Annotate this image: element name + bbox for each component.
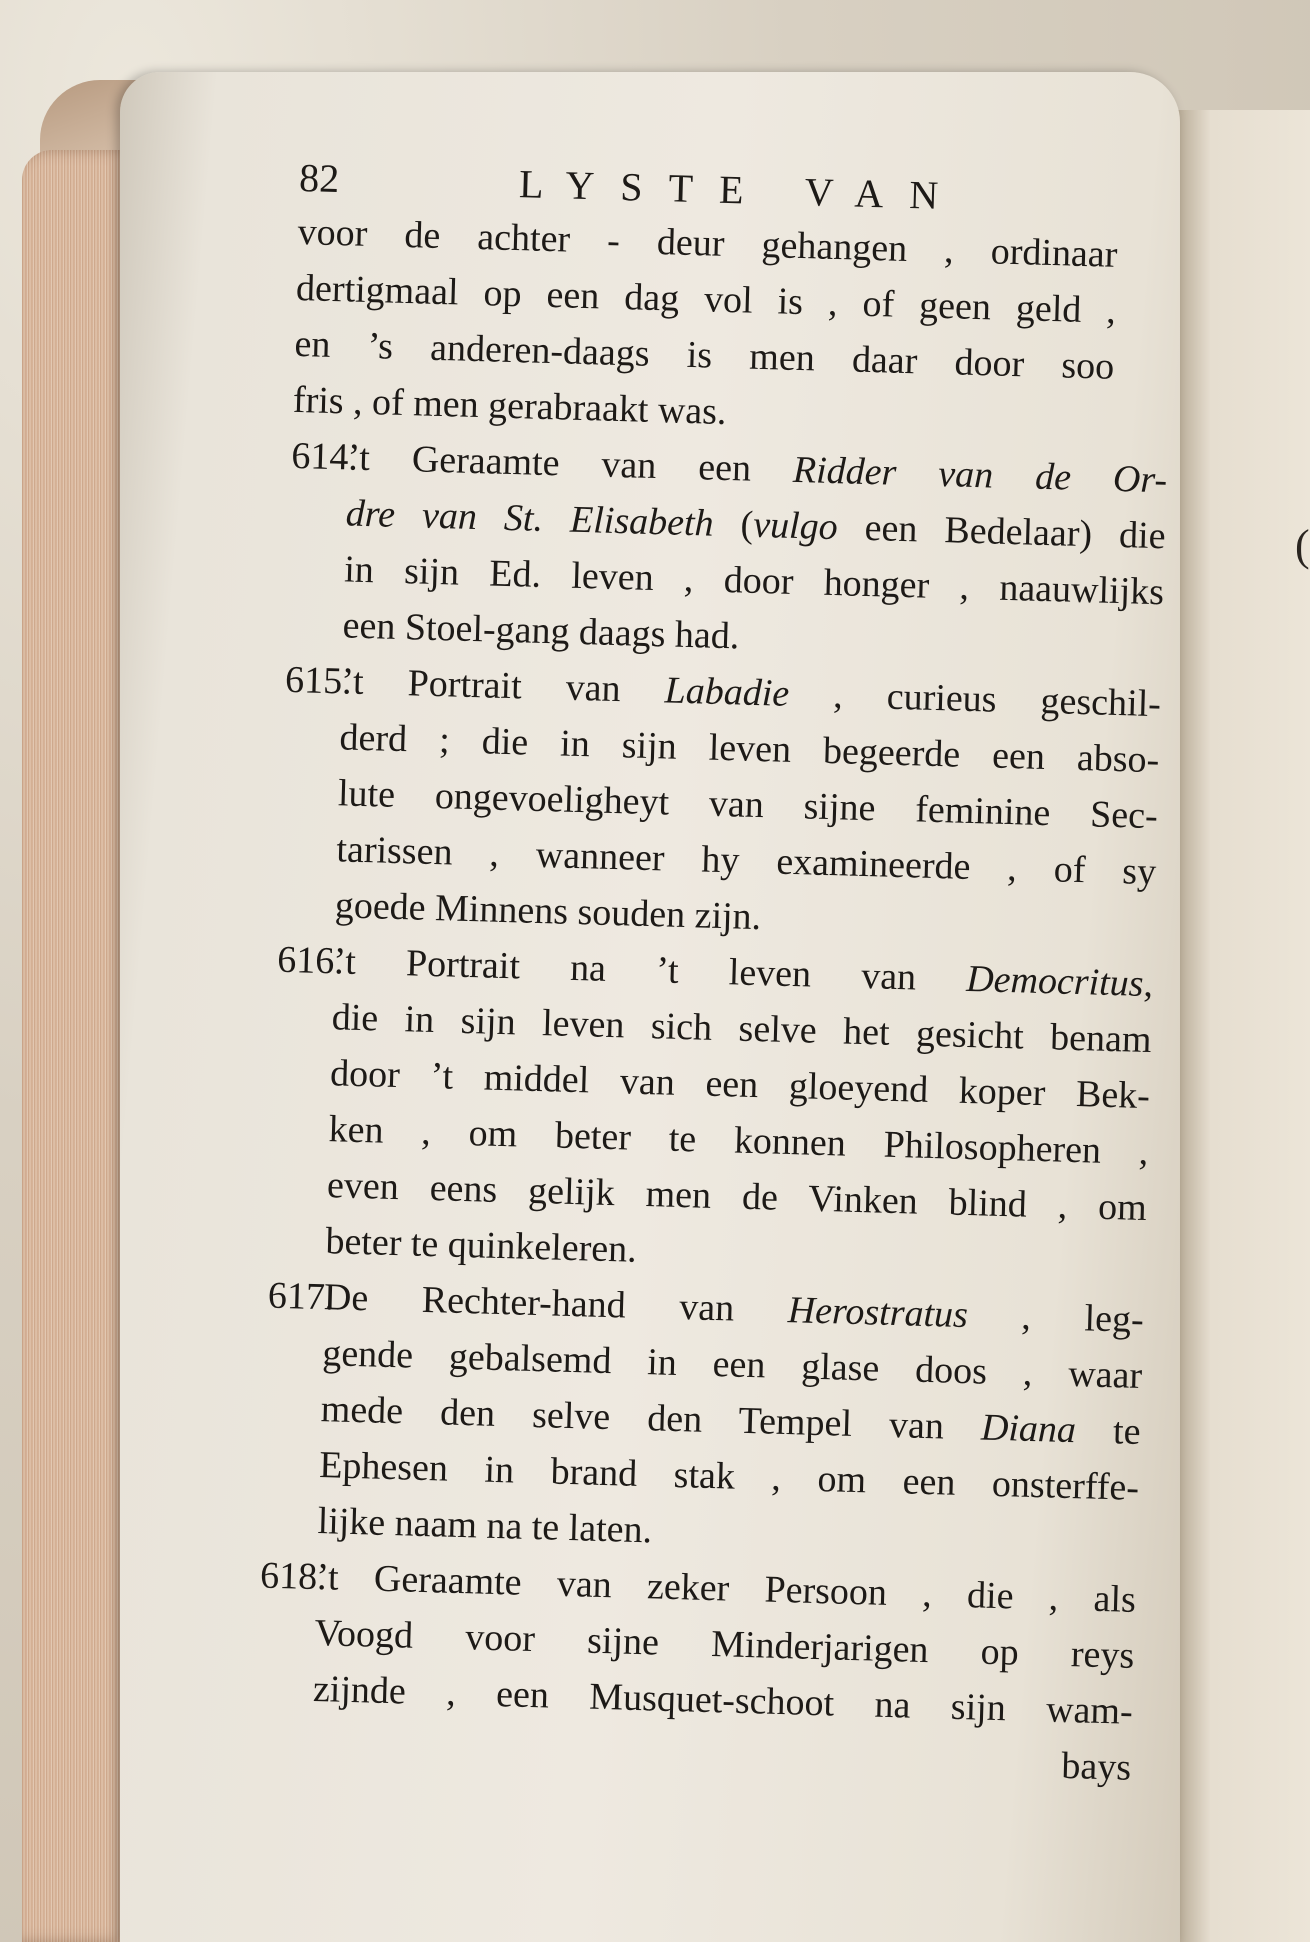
entry-number: 616. [276,938,345,983]
facing-page-glyph: ( [1295,521,1310,570]
entry-618 [255,1547,1141,1795]
facing-page [1175,110,1310,1942]
continuation-paragraph [292,204,1178,452]
text-line: goede Minnens souden zijn. [334,884,762,939]
text-line: lijke naam na te laten. [317,1500,653,1552]
text-line: 614.’t Geraamte van een Ridder van de Or- [347,429,1168,508]
text-line: mede den selve den Tempel van Diana te [320,1388,1142,1453]
entry-616 [269,932,1158,1292]
text-line: 617.De Rechter-hand van Herostratus , leg- [323,1269,1144,1348]
text-line: zijnde , een Musquet-schoot na sijn wam- [312,1667,1134,1733]
text-line: ken , om beter te konnen Philosopheren , [328,1108,1149,1174]
text-line: in sijn Ed. leven , door honger , naauwlijks [343,548,1165,614]
text-line: voor de achter - deur gehangen , ordinaar [297,210,1118,276]
entry-number: 615. [284,658,353,703]
page-number: 82 [298,154,340,202]
text-line: dre van St. Elisabeth (vulgo een Bedelaar) die [345,492,1167,558]
text-line: 616.’t Portrait na ’t leven van Democritus, [333,933,1154,1012]
text-line: Voogd voor sijne Minderjarigen op reys [314,1611,1135,1677]
text-line: dertigmaal op een dag vol is , of geen geld , [295,266,1117,332]
page-text [255,150,1180,1796]
entry-number: 617. [267,1274,336,1319]
text-line: derd ; die in sijn leven begeerde een abso- [339,716,1160,782]
page-edges [22,150,132,1942]
text-line: 615.’t Portrait van Labadie , curieus geschil- [340,653,1161,732]
text-line: Ephesen in brand stak , om een onsterffe- [318,1444,1140,1509]
text-line: lute ongevoeligheyt van sijne feminine Sec- [337,772,1159,838]
text-line: fris , of men gerabraakt was. [292,378,728,434]
text-line: door ’t middel van een gloeyend koper Bek- [329,1052,1151,1118]
text-line: een Stoel-gang daags had. [342,604,740,658]
text-line: tarissen , wanneer hy examineerde , of sy [335,828,1157,894]
entry-number: 614. [290,434,359,479]
text-line: 618.’t Geraamte van zeker Persoon , die , als [315,1549,1136,1628]
text-line: die in sijn leven sich selve het gesicht benam [331,996,1153,1062]
text-line: even eens gelijk men de Vinken blind , om [326,1164,1148,1230]
entry-617 [261,1268,1148,1572]
text-line: gende gebalsemd in een glase doos , waar [321,1332,1143,1397]
running-title: LYSTE VAN [518,161,965,219]
entry-number: 618. [259,1554,328,1599]
entry-615 [278,652,1165,956]
text-line: en ’s anderen-daags is men daar door soo [293,322,1115,388]
entry-614 [286,428,1172,676]
text-line: beter te quinkeleren. [324,1220,638,1271]
catchword: bays [1060,1744,1132,1789]
